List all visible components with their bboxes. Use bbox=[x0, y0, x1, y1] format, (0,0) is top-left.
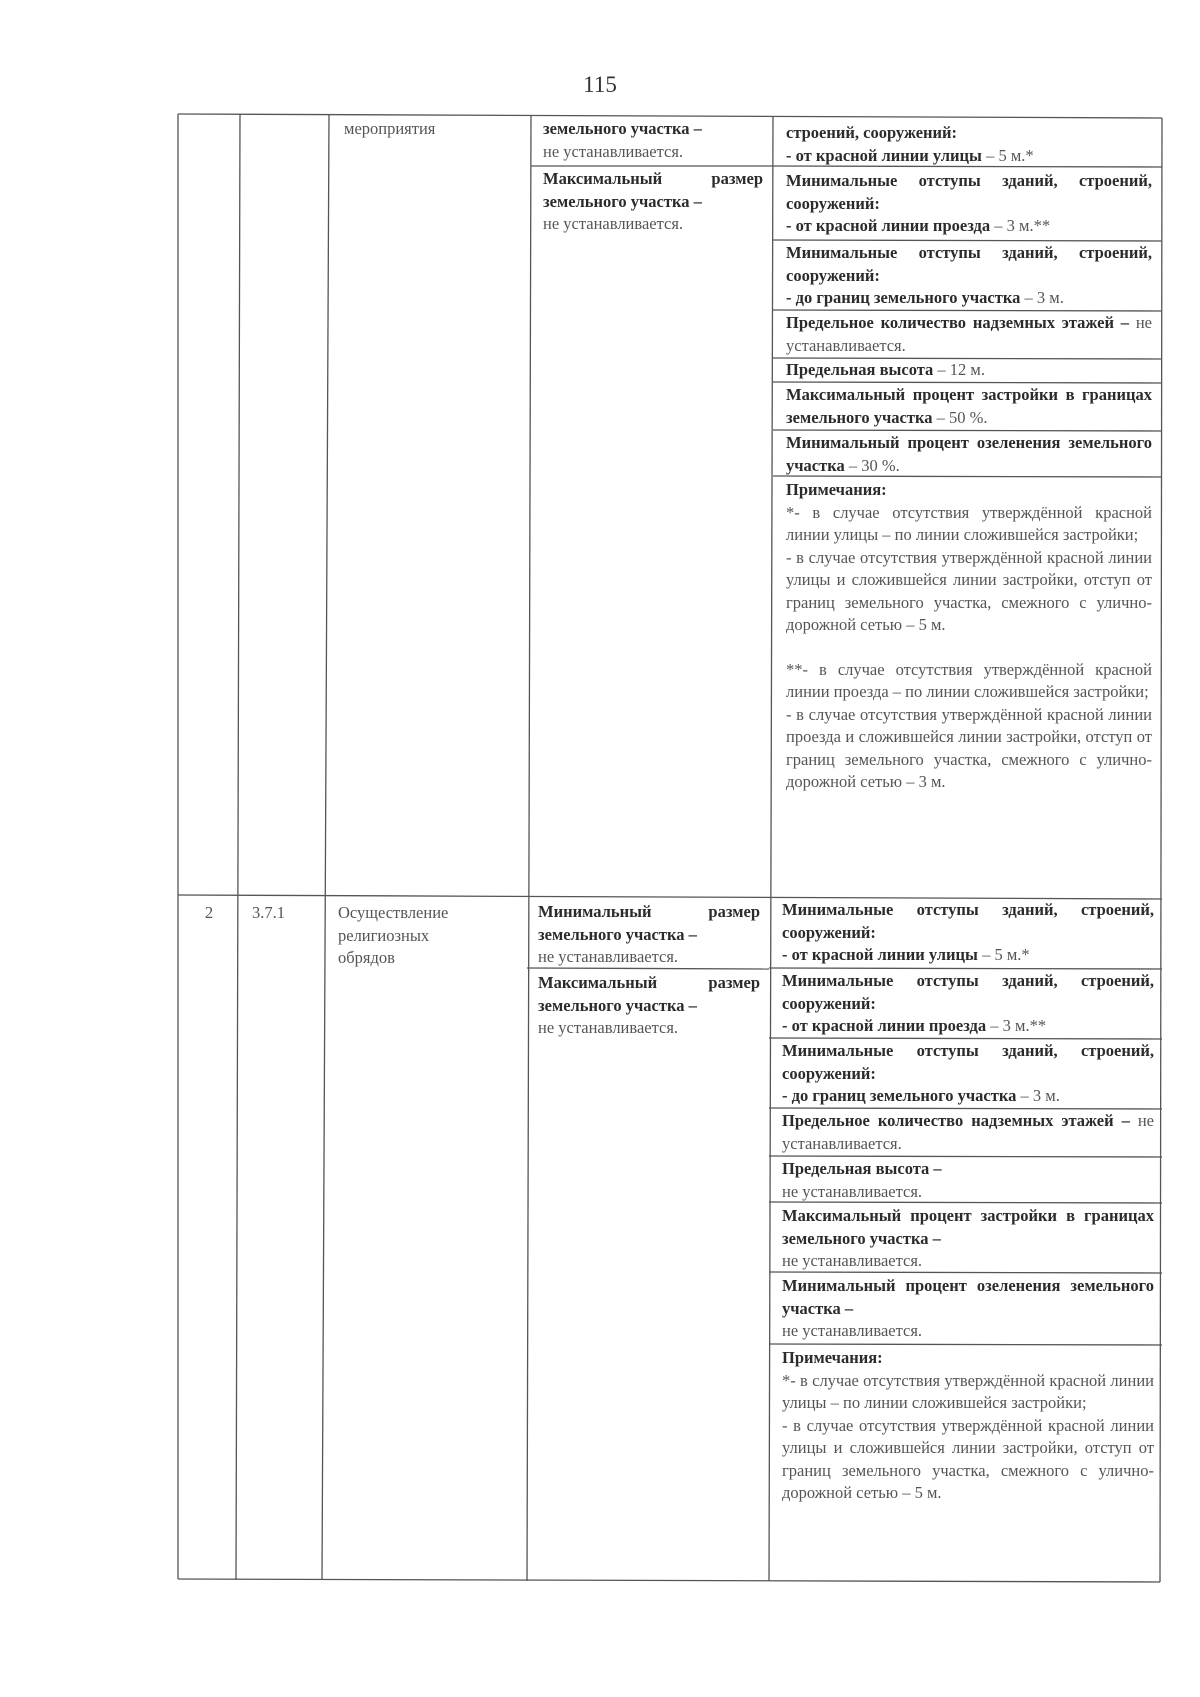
row2-param-7 bbox=[772, 1275, 1162, 1343]
param-label: Минимальные отступы зданий, строений, сооружений: bbox=[786, 243, 1152, 285]
param-value: не устанавливается. bbox=[786, 313, 1152, 355]
row2-param-5 bbox=[772, 1158, 1162, 1203]
param-label: Минимальные отступы зданий, строений, сооружений: bbox=[786, 171, 1152, 213]
note-paragraph: - в случае отсутствия утверждённой красной линии улицы и сложившейся линии застройки, отступ от границ земельного участка, смежного с улично-дорожной сетью – 5 м. bbox=[786, 547, 1152, 634]
param-value: – 3 м. bbox=[1016, 1086, 1060, 1105]
row1-param-1 bbox=[776, 122, 1160, 167]
row1-param-7 bbox=[776, 432, 1160, 477]
note-paragraph: **- в случае отсутствия утверждённой красной линии проезда – по линии сложившейся застройки; bbox=[786, 659, 1152, 701]
row2-param-4 bbox=[772, 1110, 1162, 1155]
row1-name-line: мероприятия bbox=[344, 119, 436, 138]
param-value: – 5 м.* bbox=[977, 945, 1030, 964]
row1-param-4 bbox=[776, 312, 1160, 357]
param-sublabel: - от красной линии проезда bbox=[786, 216, 991, 235]
param-value: не устанавливается. bbox=[782, 1251, 923, 1270]
row2-name bbox=[330, 900, 526, 972]
param-value: – 5 м.* bbox=[981, 145, 1034, 165]
row1-param-3 bbox=[776, 242, 1160, 310]
param-sublabel: - от красной линии улицы bbox=[786, 145, 982, 165]
row2-param-6 bbox=[772, 1205, 1162, 1273]
param-label: Минимальные отступы зданий, строений, сооружений: bbox=[782, 971, 1154, 1013]
param-label: Минимальный процент озеленения земельного участка bbox=[786, 433, 1152, 475]
row2-param-3 bbox=[772, 1040, 1162, 1108]
note-spacer bbox=[786, 637, 1152, 659]
param-sublabel: - от красной линии проезда bbox=[782, 1016, 987, 1035]
param-value: – 12 м. bbox=[933, 360, 985, 379]
row1-notes bbox=[776, 479, 1160, 794]
param-value: – 3 м.** bbox=[990, 216, 1051, 235]
param-label: строений, сооружений: bbox=[786, 123, 958, 142]
row1-param-2 bbox=[776, 170, 1160, 238]
row1-max-size-label: Максимальный размер земельного участка – bbox=[543, 169, 763, 211]
row2-max-size-label: Максимальный размер земельного участка – bbox=[538, 973, 760, 1015]
notes-title: Примечания: bbox=[782, 1348, 883, 1367]
row2-name-line: Осуществление bbox=[338, 903, 449, 922]
row2-param-1 bbox=[772, 899, 1162, 967]
note-paragraph: *- в случае отсутствия утверждённой красной линии улицы – по линии сложившейся застройки; bbox=[782, 1370, 1154, 1412]
row2-name-line: обрядов bbox=[338, 948, 395, 967]
param-label: Предельная высота bbox=[786, 360, 934, 379]
param-value: – 3 м. bbox=[1020, 288, 1064, 307]
note-paragraph: - в случае отсутствия утверждённой красной линии проезда и сложившейся линии застройки, отступ от границ земельного участка, смежного с улично-дорожной сетью – 3 м. bbox=[786, 704, 1152, 791]
row1-max-size-value: не устанавливается. bbox=[543, 214, 684, 233]
row1-min-size-value: не устанавливается. bbox=[543, 141, 684, 161]
note-paragraph: *- в случае отсутствия утверждённой красной линии улицы – по линии сложившейся застройки; bbox=[786, 502, 1152, 544]
row2-min-size-label: Минимальный размер земельного участка – bbox=[538, 902, 760, 944]
row1-max-size bbox=[535, 166, 771, 238]
row1-min-size bbox=[535, 116, 771, 165]
row2-notes bbox=[772, 1347, 1162, 1505]
row1-min-size-label: земельного участка – bbox=[543, 119, 702, 138]
row1-param-6 bbox=[776, 384, 1160, 429]
param-sublabel: - до границ земельного участка bbox=[782, 1086, 1017, 1105]
row2-max-size-value: не устанавливается. bbox=[538, 1018, 679, 1037]
param-label: Предельное количество надземных этажей – bbox=[786, 313, 1130, 332]
param-value: – 30 %. bbox=[844, 455, 900, 475]
param-value: не устанавливается. bbox=[782, 1111, 1154, 1153]
row2-min-size bbox=[530, 899, 768, 971]
param-label: Минимальные отступы зданий, строений, сооружений: bbox=[782, 900, 1154, 942]
param-sublabel: - от красной линии улицы bbox=[782, 945, 978, 964]
param-sublabel: - до границ земельного участка bbox=[786, 288, 1021, 307]
row1-name bbox=[336, 116, 526, 143]
row2-code: 3.7.1 bbox=[252, 903, 285, 922]
row2-name-line: религиозных bbox=[338, 925, 430, 945]
notes-title: Примечания: bbox=[786, 480, 887, 499]
param-label: Максимальный процент застройки в границах земельного участка – bbox=[782, 1206, 1154, 1248]
param-value: не устанавливается. bbox=[782, 1321, 923, 1340]
param-value: – 3 м.** bbox=[986, 1016, 1047, 1035]
param-label: Предельная высота – bbox=[782, 1159, 942, 1178]
row2-param-2 bbox=[772, 970, 1162, 1038]
param-label: Минимальный процент озеленения земельного участка – bbox=[782, 1276, 1154, 1318]
param-label: Максимальный процент застройки в границах земельного участка bbox=[786, 385, 1152, 427]
param-value: не устанавливается. bbox=[782, 1181, 923, 1201]
row2-min-size-value: не устанавливается. bbox=[538, 947, 679, 966]
param-label: Предельное количество надземных этажей – bbox=[782, 1111, 1130, 1130]
row2-max-size bbox=[530, 970, 768, 1042]
row2-number: 2 bbox=[204, 903, 214, 922]
row1-param-5 bbox=[776, 359, 1160, 382]
note-paragraph: - в случае отсутствия утверждённой красной линии улицы и сложившейся линии застройки, отступ от границ земельного участка, смежного с улично-дорожной сетью – 5 м. bbox=[782, 1415, 1154, 1502]
param-value: – 50 %. bbox=[932, 407, 988, 427]
param-label: Минимальные отступы зданий, строений, сооружений: bbox=[782, 1041, 1154, 1083]
page-number: 115 bbox=[583, 72, 617, 97]
